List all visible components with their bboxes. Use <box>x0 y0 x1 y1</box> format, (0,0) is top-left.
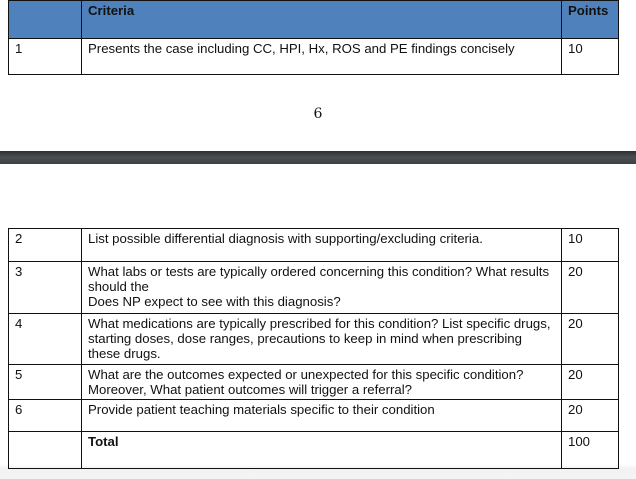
table-row <box>9 365 619 400</box>
document-page-bottom <box>0 164 636 479</box>
header-criteria-cell: Criteria <box>82 1 562 39</box>
row-points: 20 <box>562 400 619 432</box>
row-points: 20 <box>562 262 619 314</box>
total-label: Total <box>82 432 562 469</box>
total-row <box>9 432 619 469</box>
row-number: 2 <box>9 229 82 262</box>
row-points: 20 <box>562 365 619 400</box>
row-points: 20 <box>562 314 619 365</box>
table-row <box>9 262 619 314</box>
page-number: 6 <box>313 106 323 122</box>
row-criteria: What are the outcomes expected or unexpected for this specific condition? Moreover, What patient outcomes will trigger a referral? <box>82 365 562 400</box>
row-criteria: Presents the case including CC, HPI, Hx, ROS and PE findings concisely <box>82 39 562 75</box>
criteria-line: Does NP expect to see with this diagnosis? <box>88 294 341 309</box>
rubric-table-part-2 <box>8 228 619 469</box>
table-header-row <box>9 1 619 39</box>
rubric-table-part-1 <box>8 0 619 75</box>
total-number <box>9 432 82 469</box>
table-row <box>9 39 619 75</box>
row-number: 1 <box>9 39 82 75</box>
row-criteria: List possible differential diagnosis with supporting/excluding criteria. <box>82 229 562 262</box>
document-page-top <box>0 0 636 151</box>
row-number: 3 <box>9 262 82 314</box>
row-points: 10 <box>562 229 619 262</box>
row-number: 4 <box>9 314 82 365</box>
criteria-line: What labs or tests are typically ordered concerning this condition? What results should the <box>88 264 550 294</box>
row-number: 5 <box>9 365 82 400</box>
row-criteria <box>82 262 562 314</box>
row-number: 6 <box>9 400 82 432</box>
header-points-cell: Points <box>562 1 619 39</box>
row-criteria: Provide patient teaching materials specific to their condition <box>82 400 562 432</box>
total-points: 100 <box>562 432 619 469</box>
page-separator <box>0 151 636 164</box>
table-row <box>9 229 619 262</box>
header-number-cell <box>9 1 82 39</box>
table-row <box>9 400 619 432</box>
table-row <box>9 314 619 365</box>
row-points: 10 <box>562 39 619 75</box>
row-criteria: What medications are typically prescribed for this condition? List specific drugs, starting doses, dose ranges, precautions to keep in mind when prescribing these drugs. <box>82 314 562 365</box>
